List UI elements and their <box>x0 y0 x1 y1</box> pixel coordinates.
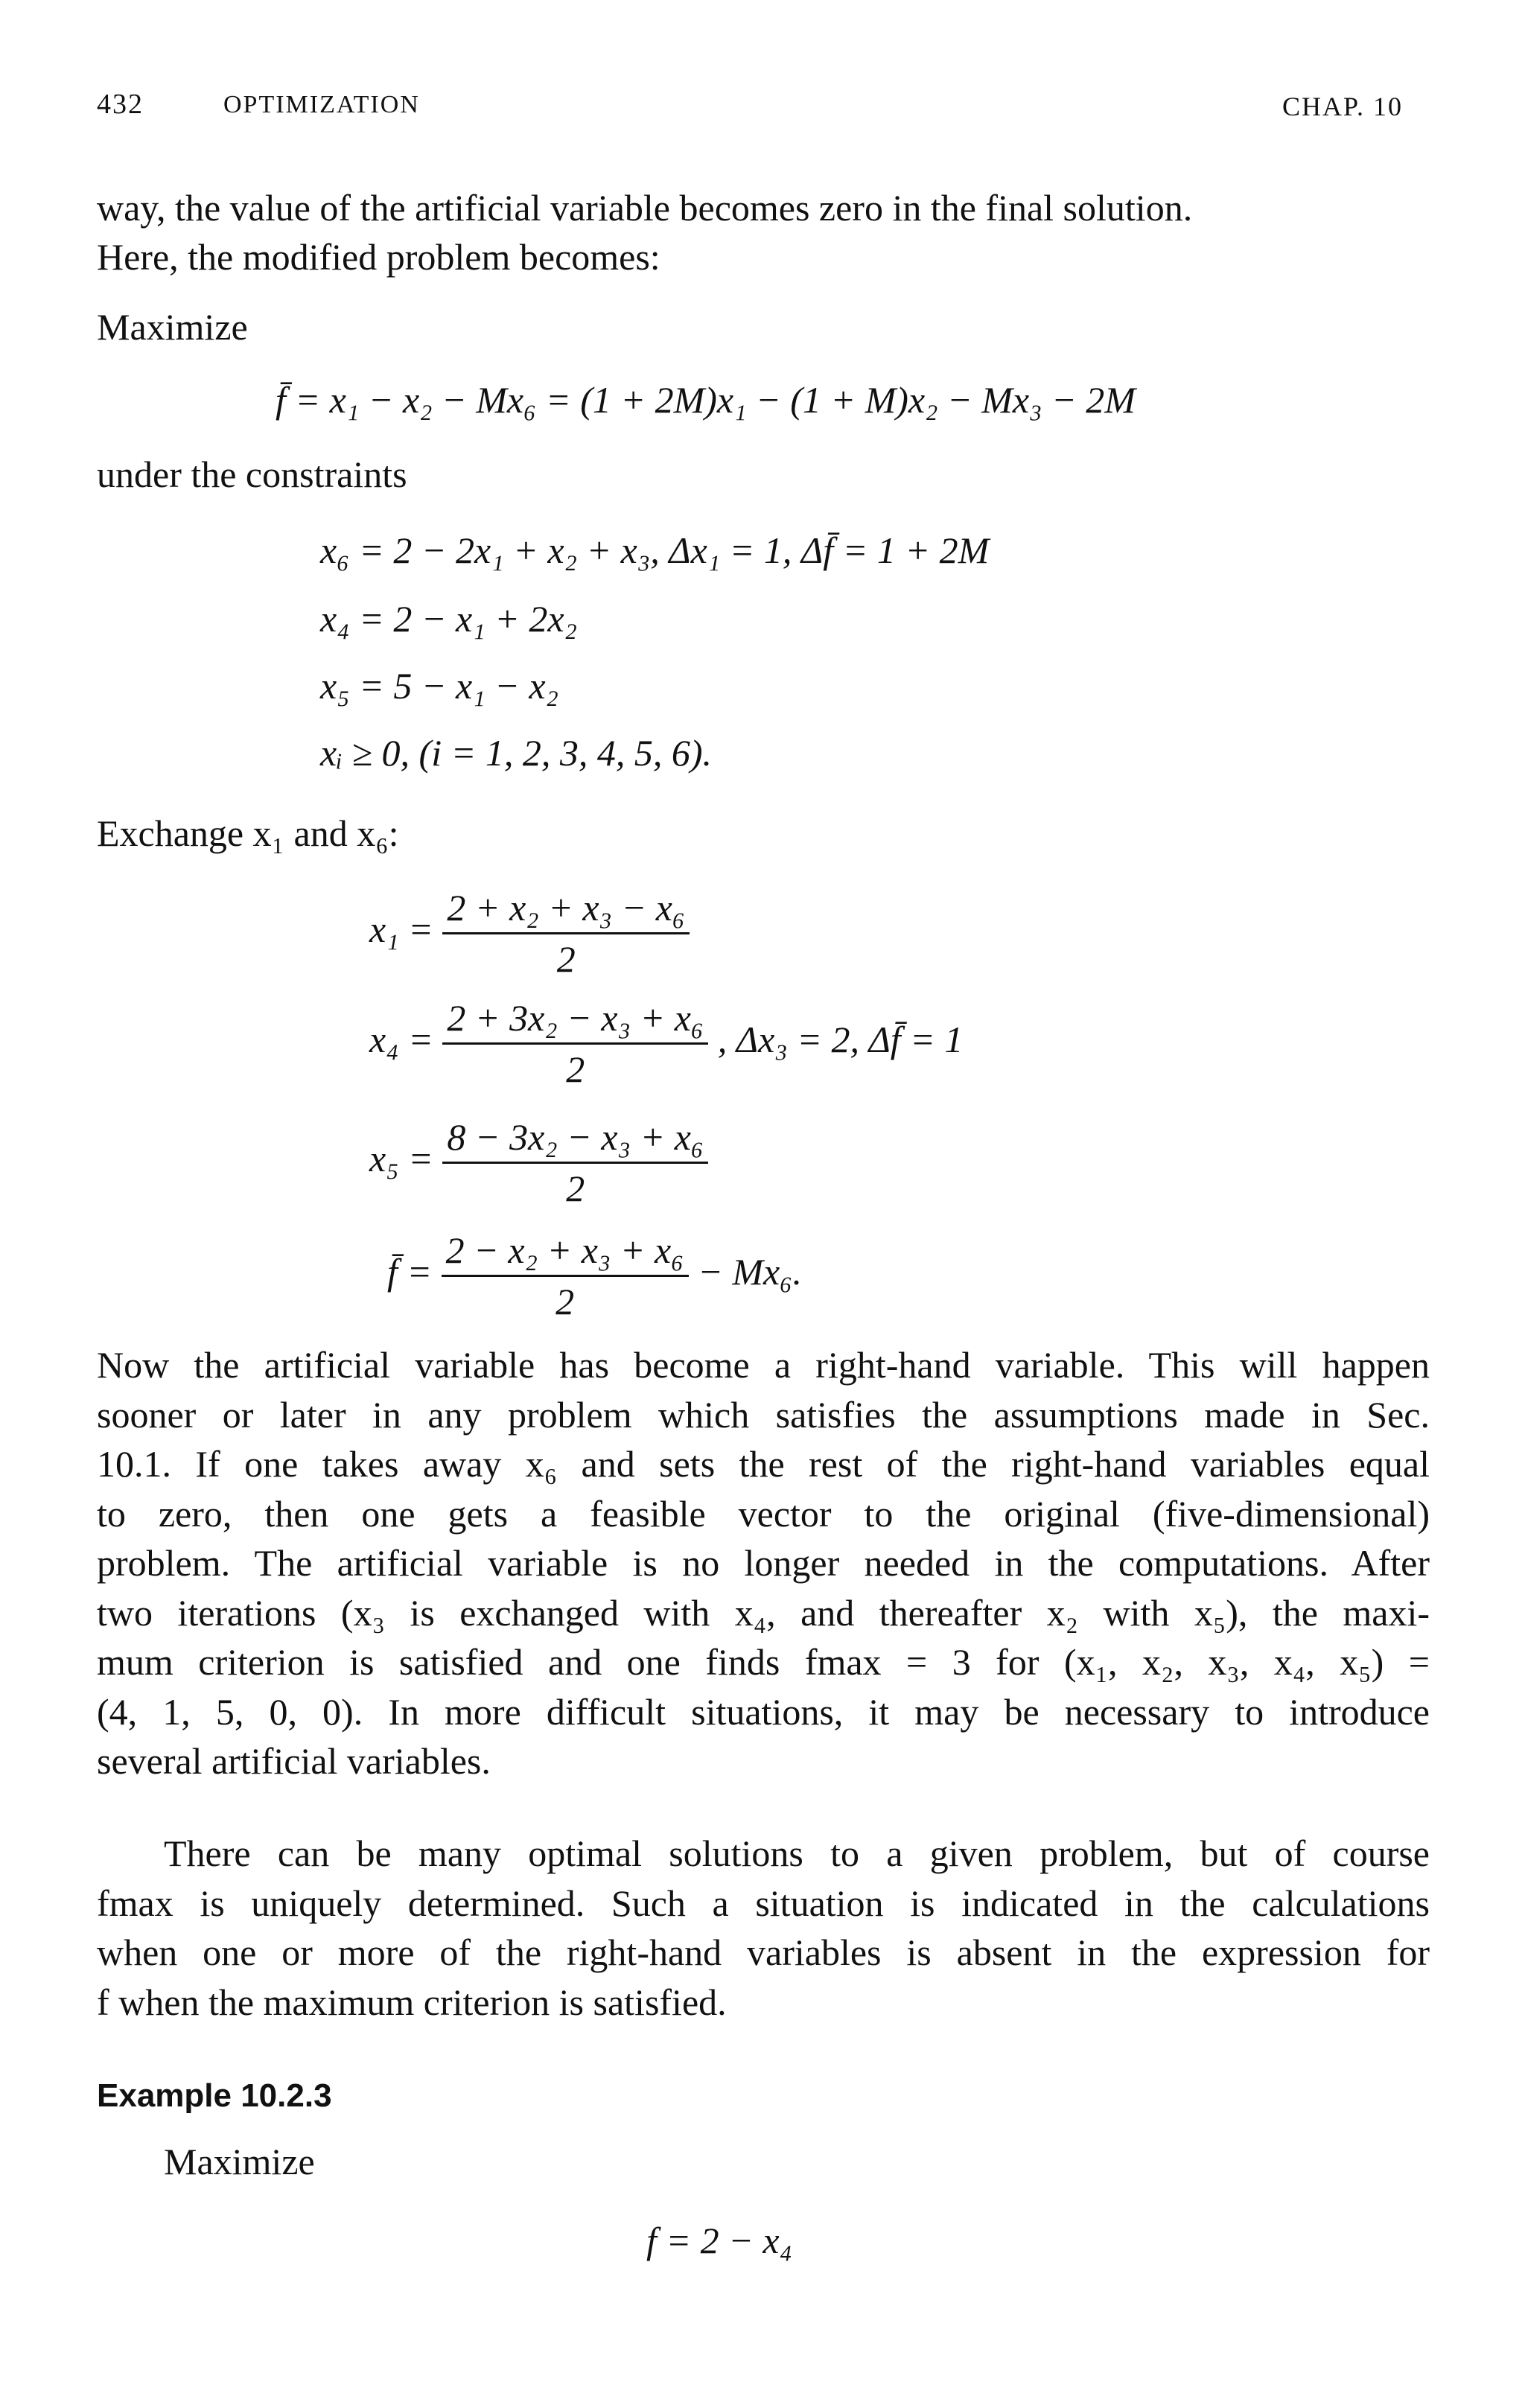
fraction-denominator: 2 <box>555 1281 575 1322</box>
text-line: several artificial variables. <box>97 1740 491 1782</box>
text-line: (4, 1, 5, 0, 0). In more difficult situations, it may be necessary to introduce <box>97 1690 1430 1733</box>
intro-line-1: way, the value of the artificial variable becomes zero in the final solution. <box>97 187 1193 229</box>
text-line: There can be many optimal solutions to a given problem, but of course <box>164 1832 1430 1874</box>
fraction-numerator: 8 − 3x₂ − x₃ + x₆ <box>442 1115 708 1164</box>
equation-tail: , Δx₃ = 2, Δf̄ = 1 <box>717 1018 964 1060</box>
equation-tail: − Mx₆. <box>698 1250 803 1293</box>
fraction <box>442 886 690 981</box>
text-line: to zero, then one gets a feasible vector to the original (five-dimensional) <box>97 1492 1430 1535</box>
fraction-numerator: 2 + x₂ + x₃ − x₆ <box>442 886 690 934</box>
text-line: fmax is uniquely determined. Such a situation is indicated in the calculations <box>97 1882 1430 1924</box>
equation-x4 <box>369 996 963 1091</box>
constraint-row: x₄ = 2 − x₁ + 2x₂ <box>320 598 577 640</box>
intro-line-2: Here, the modified problem becomes: <box>97 236 660 278</box>
text-line: Now the artificial variable has become a right-hand variable. This will happen <box>97 1344 1430 1386</box>
fraction-numerator: 2 − x₂ + x₃ + x₆ <box>442 1229 689 1277</box>
fraction <box>442 1115 708 1210</box>
constraint-row: x₅ = 5 − x₁ − x₂ <box>320 665 558 707</box>
fraction-denominator: 2 <box>566 1048 585 1090</box>
chapter-label: CHAP. 10 <box>1282 92 1404 121</box>
paragraph-2 <box>97 1829 1430 2027</box>
fraction-denominator: 2 <box>556 938 576 980</box>
equation-lhs: x₄ = <box>369 1018 433 1060</box>
maximize-label: Maximize <box>97 306 248 348</box>
final-equation: f = 2 − x₄ <box>646 2220 792 2261</box>
maximize-label: Maximize <box>164 2141 315 2182</box>
constraints-label: under the constraints <box>97 453 407 495</box>
text-line: two iterations (x₃ is exchanged with x₄, and thereafter x₂ with x₅), the maxi- <box>97 1591 1430 1634</box>
equation-x1 <box>369 886 690 981</box>
nonnegativity-row: xᵢ ≥ 0, (i = 1, 2, 3, 4, 5, 6). <box>320 732 712 774</box>
equation-lhs: x₅ = <box>369 1137 433 1179</box>
text-line: when one or more of the right-hand variables is absent in the expression for <box>97 1931 1430 1973</box>
fraction <box>442 996 708 1091</box>
fraction-denominator: 2 <box>566 1168 585 1209</box>
equation-lhs: f̄ = <box>387 1250 433 1293</box>
equation-lhs: x₁ = <box>369 908 433 950</box>
text-line: sooner or later in any problem which satisfies the assumptions made in Sec. <box>97 1393 1430 1436</box>
paragraph-1 <box>97 1340 1430 1786</box>
page-number: 432 <box>97 89 144 120</box>
fraction <box>442 1229 689 1323</box>
example-heading: Example 10.2.3 <box>97 2077 332 2114</box>
constraint-row: x₆ = 2 − 2x₁ + x₂ + x₃, Δx₁ = 1, Δf̄ = 1 + 2M <box>320 529 990 571</box>
running-title: OPTIMIZATION <box>223 91 420 118</box>
equation-x5 <box>369 1115 708 1210</box>
fraction-numerator: 2 + 3x₂ − x₃ + x₆ <box>442 996 708 1045</box>
text-line: mum criterion is satisfied and one finds fmax = 3 for (x₁, x₂, x₃, x₄, x₅) = <box>97 1641 1430 1683</box>
equation-f <box>387 1229 802 1323</box>
text-line: 10.1. If one takes away x₆ and sets the rest of the right-hand variables equal <box>97 1443 1430 1485</box>
text-line: f when the maximum criterion is satisfied. <box>97 1981 727 2023</box>
exchange-label: Exchange x₁ and x₆: <box>97 812 399 854</box>
text-line: problem. The artificial variable is no longer needed in the computations. After <box>97 1542 1430 1584</box>
objective-equation: f̄ = x₁ − x₂ − Mx₆ = (1 + 2M)x₁ − (1 + M)x₂ − Mx₃ − 2M <box>276 379 1136 421</box>
